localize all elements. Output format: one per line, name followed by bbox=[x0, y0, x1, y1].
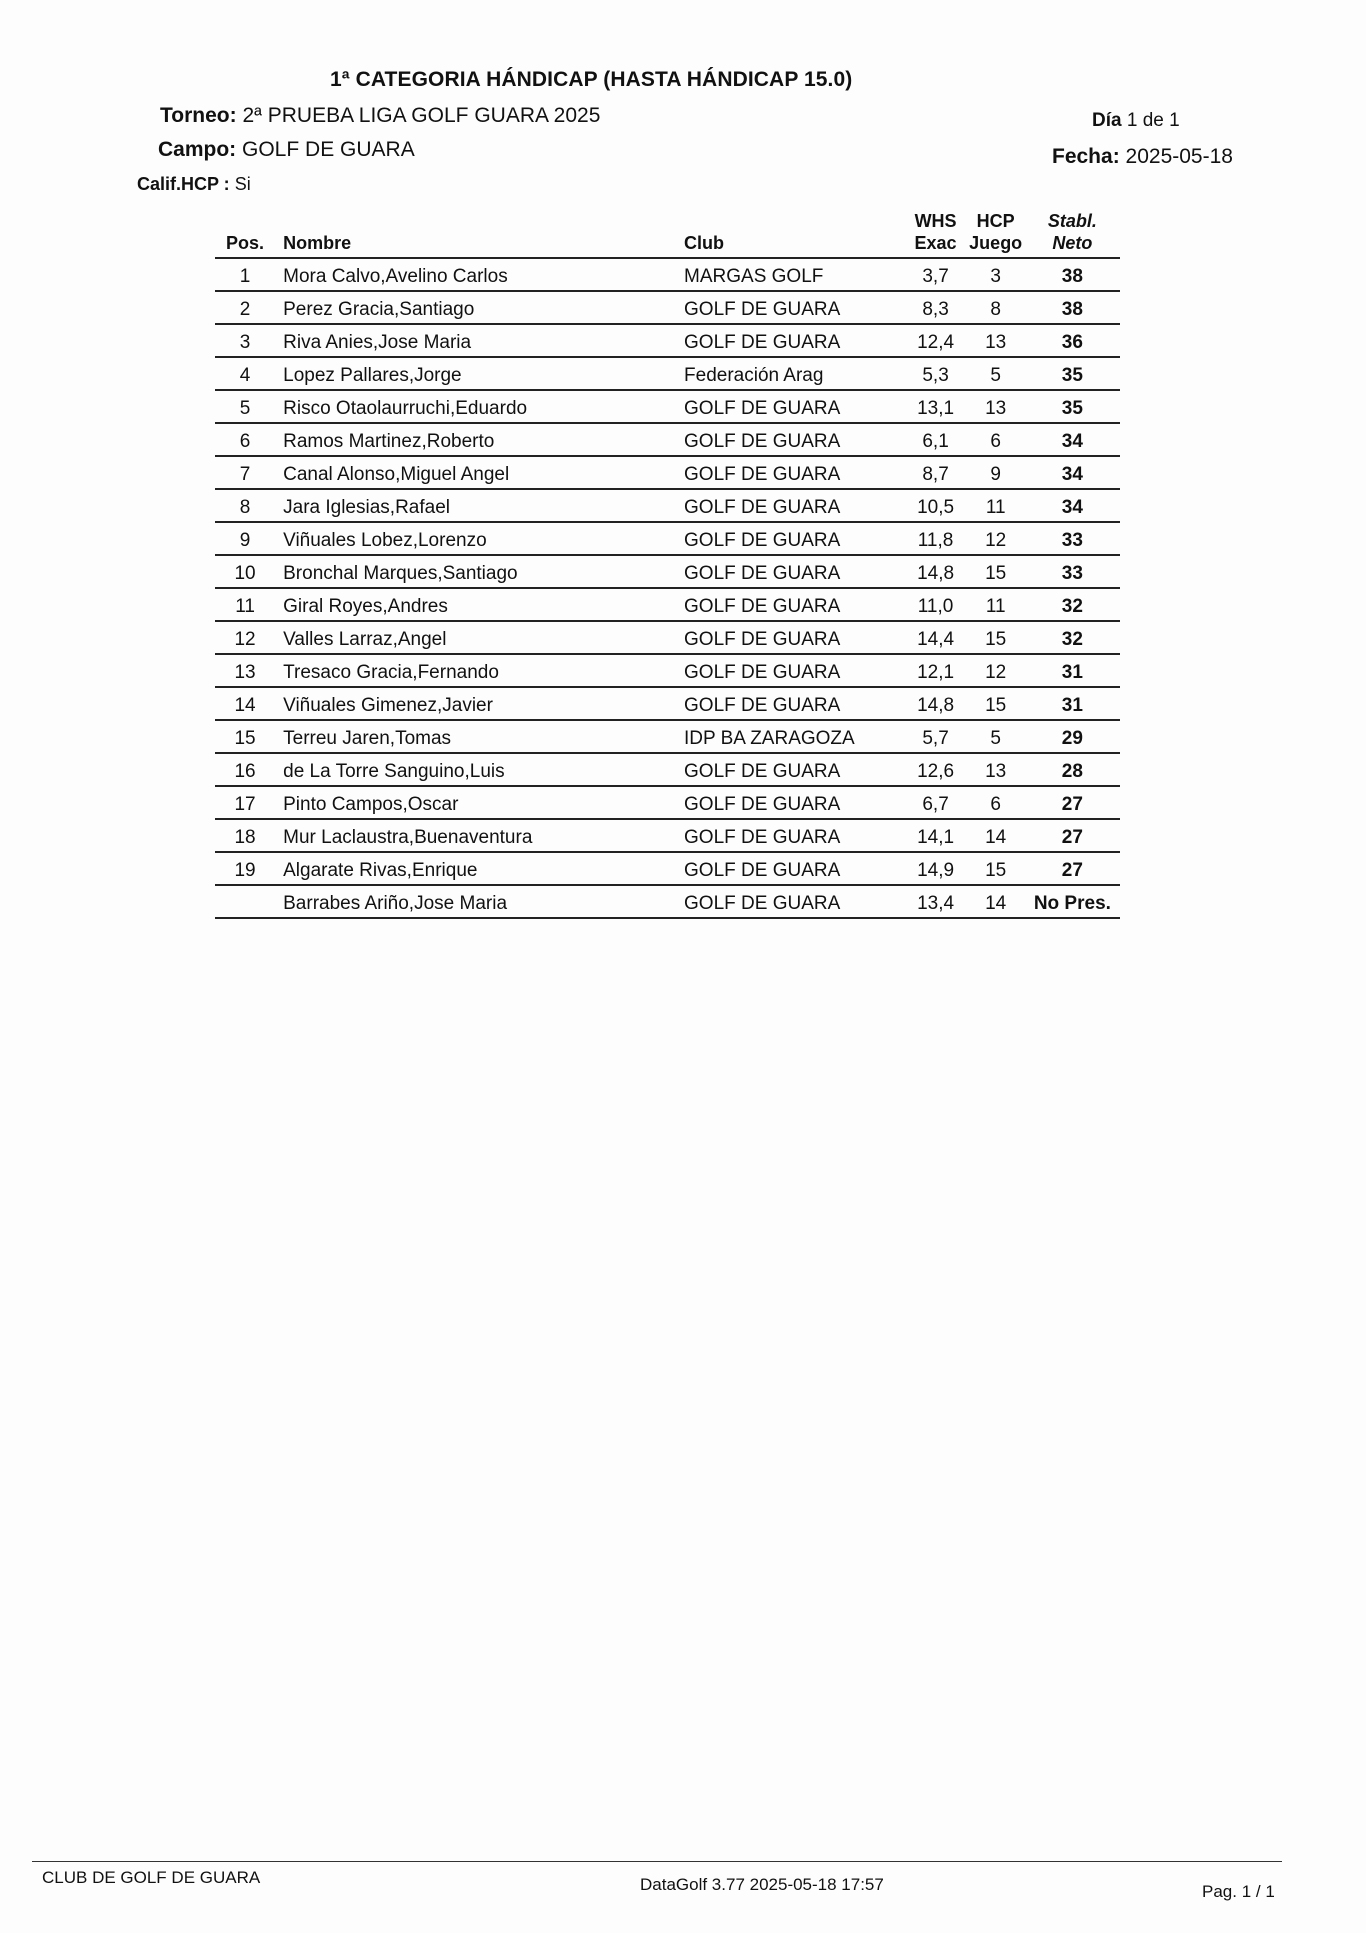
cell-whs: 13,1 bbox=[905, 390, 967, 423]
header-whs bbox=[905, 210, 967, 258]
header-hcp bbox=[967, 210, 1025, 258]
cell-neto: 27 bbox=[1025, 852, 1120, 885]
cell-nombre: Riva Anies,Jose Maria bbox=[275, 324, 684, 357]
cell-hcp: 5 bbox=[967, 357, 1025, 390]
cell-pos: 3 bbox=[215, 324, 275, 357]
cell-hcp: 6 bbox=[967, 786, 1025, 819]
table-row bbox=[215, 753, 1120, 786]
cell-neto: 33 bbox=[1025, 555, 1120, 588]
cell-nombre: Mur Laclaustra,Buenaventura bbox=[275, 819, 684, 852]
header-nombre: Nombre bbox=[275, 210, 684, 258]
cell-whs: 6,7 bbox=[905, 786, 967, 819]
cell-club: GOLF DE GUARA bbox=[684, 423, 904, 456]
cell-pos: 9 bbox=[215, 522, 275, 555]
cell-neto: 27 bbox=[1025, 819, 1120, 852]
results-table bbox=[215, 210, 1120, 919]
cell-hcp: 13 bbox=[967, 390, 1025, 423]
fecha-value: 2025-05-18 bbox=[1125, 145, 1233, 168]
table-row bbox=[215, 588, 1120, 621]
cell-pos: 8 bbox=[215, 489, 275, 522]
document-title: 1ª CATEGORIA HÁNDICAP (HASTA HÁNDICAP 15.0) bbox=[330, 68, 853, 91]
dia-label: Día bbox=[1092, 110, 1122, 131]
cell-nombre: Mora Calvo,Avelino Carlos bbox=[275, 258, 684, 291]
cell-hcp: 15 bbox=[967, 852, 1025, 885]
cell-club: GOLF DE GUARA bbox=[684, 555, 904, 588]
cell-hcp: 15 bbox=[967, 555, 1025, 588]
cell-pos: 17 bbox=[215, 786, 275, 819]
header-neto-line2: Neto bbox=[1052, 233, 1093, 253]
cell-neto: 28 bbox=[1025, 753, 1120, 786]
cell-hcp: 11 bbox=[967, 588, 1025, 621]
header-hcp-line2: Juego bbox=[969, 233, 1023, 253]
cell-nombre: Jara Iglesias,Rafael bbox=[275, 489, 684, 522]
cell-nombre: Viñuales Gimenez,Javier bbox=[275, 687, 684, 720]
cell-whs: 14,8 bbox=[905, 687, 967, 720]
cell-nombre: Giral Royes,Andres bbox=[275, 588, 684, 621]
cell-neto: No Pres. bbox=[1025, 885, 1120, 918]
table-row bbox=[215, 324, 1120, 357]
calif-hcp-value: Si bbox=[234, 174, 251, 194]
dia-value: 1 de 1 bbox=[1126, 110, 1180, 131]
footer-club: CLUB DE GOLF DE GUARA bbox=[42, 1868, 261, 1887]
cell-pos: 6 bbox=[215, 423, 275, 456]
cell-neto: 35 bbox=[1025, 357, 1120, 390]
cell-club: GOLF DE GUARA bbox=[684, 390, 904, 423]
cell-nombre: de La Torre Sanguino,Luis bbox=[275, 753, 684, 786]
cell-pos: 13 bbox=[215, 654, 275, 687]
cell-pos: 15 bbox=[215, 720, 275, 753]
cell-hcp: 13 bbox=[967, 753, 1025, 786]
torneo-line bbox=[160, 104, 600, 128]
cell-nombre: Ramos Martinez,Roberto bbox=[275, 423, 684, 456]
cell-nombre: Valles Larraz,Angel bbox=[275, 621, 684, 654]
header-neto bbox=[1025, 210, 1120, 258]
cell-hcp: 5 bbox=[967, 720, 1025, 753]
cell-club: GOLF DE GUARA bbox=[684, 291, 904, 324]
campo-value: GOLF DE GUARA bbox=[242, 138, 415, 161]
footer-divider bbox=[32, 1861, 1282, 1862]
table-row bbox=[215, 390, 1120, 423]
cell-whs: 14,1 bbox=[905, 819, 967, 852]
cell-hcp: 12 bbox=[967, 522, 1025, 555]
header-neto-line1: Stabl. bbox=[1047, 211, 1097, 231]
torneo-value: 2ª PRUEBA LIGA GOLF GUARA 2025 bbox=[242, 104, 601, 127]
cell-whs: 12,6 bbox=[905, 753, 967, 786]
cell-nombre: Viñuales Lobez,Lorenzo bbox=[275, 522, 684, 555]
cell-nombre: Algarate Rivas,Enrique bbox=[275, 852, 684, 885]
cell-hcp: 3 bbox=[967, 258, 1025, 291]
cell-club: GOLF DE GUARA bbox=[684, 588, 904, 621]
table-row bbox=[215, 885, 1120, 918]
cell-hcp: 9 bbox=[967, 456, 1025, 489]
table-row bbox=[215, 456, 1120, 489]
table-row bbox=[215, 687, 1120, 720]
cell-club: GOLF DE GUARA bbox=[684, 621, 904, 654]
cell-neto: 29 bbox=[1025, 720, 1120, 753]
table-row bbox=[215, 654, 1120, 687]
table-row bbox=[215, 819, 1120, 852]
cell-pos: 12 bbox=[215, 621, 275, 654]
cell-neto: 36 bbox=[1025, 324, 1120, 357]
campo-label: Campo: bbox=[158, 138, 237, 161]
campo-line bbox=[158, 138, 415, 162]
cell-whs: 11,8 bbox=[905, 522, 967, 555]
cell-pos: 1 bbox=[215, 258, 275, 291]
cell-pos: 16 bbox=[215, 753, 275, 786]
dia-line bbox=[1092, 110, 1180, 132]
cell-club: Federación Arag bbox=[684, 357, 904, 390]
footer-page-number: Pag. 1 / 1 bbox=[1202, 1882, 1275, 1901]
cell-whs: 14,9 bbox=[905, 852, 967, 885]
cell-hcp: 14 bbox=[967, 819, 1025, 852]
cell-hcp: 13 bbox=[967, 324, 1025, 357]
cell-nombre: Canal Alonso,Miguel Angel bbox=[275, 456, 684, 489]
calif-hcp-line bbox=[137, 174, 251, 195]
cell-nombre: Lopez Pallares,Jorge bbox=[275, 357, 684, 390]
cell-whs: 5,7 bbox=[905, 720, 967, 753]
cell-hcp: 15 bbox=[967, 621, 1025, 654]
cell-nombre: Tresaco Gracia,Fernando bbox=[275, 654, 684, 687]
cell-neto: 38 bbox=[1025, 258, 1120, 291]
cell-nombre: Bronchal Marques,Santiago bbox=[275, 555, 684, 588]
cell-pos: 2 bbox=[215, 291, 275, 324]
table-row bbox=[215, 852, 1120, 885]
calif-hcp-label: Calif.HCP : bbox=[137, 174, 230, 194]
cell-pos: 14 bbox=[215, 687, 275, 720]
cell-neto: 38 bbox=[1025, 291, 1120, 324]
cell-whs: 5,3 bbox=[905, 357, 967, 390]
cell-nombre: Risco Otaolaurruchi,Eduardo bbox=[275, 390, 684, 423]
cell-whs: 8,7 bbox=[905, 456, 967, 489]
cell-neto: 31 bbox=[1025, 687, 1120, 720]
cell-whs: 6,1 bbox=[905, 423, 967, 456]
table-row bbox=[215, 786, 1120, 819]
header-club: Club bbox=[684, 210, 904, 258]
cell-club: GOLF DE GUARA bbox=[684, 885, 904, 918]
table-header-row bbox=[215, 210, 1120, 258]
fecha-label: Fecha: bbox=[1052, 145, 1120, 168]
table-row bbox=[215, 621, 1120, 654]
table-row bbox=[215, 522, 1120, 555]
cell-club: GOLF DE GUARA bbox=[684, 654, 904, 687]
fecha-line bbox=[1052, 145, 1233, 169]
cell-club: GOLF DE GUARA bbox=[684, 687, 904, 720]
table-row bbox=[215, 555, 1120, 588]
cell-club: GOLF DE GUARA bbox=[684, 786, 904, 819]
header-hcp-line1: HCP bbox=[976, 211, 1015, 231]
cell-club: GOLF DE GUARA bbox=[684, 456, 904, 489]
cell-hcp: 15 bbox=[967, 687, 1025, 720]
cell-neto: 32 bbox=[1025, 621, 1120, 654]
cell-whs: 13,4 bbox=[905, 885, 967, 918]
cell-whs: 8,3 bbox=[905, 291, 967, 324]
cell-pos: 10 bbox=[215, 555, 275, 588]
table-row bbox=[215, 258, 1120, 291]
table-row bbox=[215, 423, 1120, 456]
header-whs-line1: WHS bbox=[914, 211, 957, 231]
cell-club: GOLF DE GUARA bbox=[684, 753, 904, 786]
cell-neto: 34 bbox=[1025, 423, 1120, 456]
cell-whs: 14,8 bbox=[905, 555, 967, 588]
cell-nombre: Barrabes Ariño,Jose Maria bbox=[275, 885, 684, 918]
cell-whs: 11,0 bbox=[905, 588, 967, 621]
cell-nombre: Perez Gracia,Santiago bbox=[275, 291, 684, 324]
cell-hcp: 8 bbox=[967, 291, 1025, 324]
cell-whs: 14,4 bbox=[905, 621, 967, 654]
cell-neto: 31 bbox=[1025, 654, 1120, 687]
cell-pos: 5 bbox=[215, 390, 275, 423]
cell-neto: 27 bbox=[1025, 786, 1120, 819]
cell-neto: 35 bbox=[1025, 390, 1120, 423]
cell-hcp: 11 bbox=[967, 489, 1025, 522]
cell-hcp: 6 bbox=[967, 423, 1025, 456]
cell-hcp: 12 bbox=[967, 654, 1025, 687]
table-row bbox=[215, 720, 1120, 753]
footer-app-info: DataGolf 3.77 2025-05-18 17:57 bbox=[640, 1875, 884, 1894]
cell-whs: 3,7 bbox=[905, 258, 967, 291]
cell-pos: 7 bbox=[215, 456, 275, 489]
cell-pos: 4 bbox=[215, 357, 275, 390]
header-whs-line2: Exac bbox=[914, 233, 957, 253]
results-body bbox=[215, 258, 1120, 918]
cell-neto: 32 bbox=[1025, 588, 1120, 621]
torneo-label: Torneo: bbox=[160, 104, 237, 127]
cell-club: GOLF DE GUARA bbox=[684, 852, 904, 885]
table-row bbox=[215, 291, 1120, 324]
cell-club: GOLF DE GUARA bbox=[684, 324, 904, 357]
cell-neto: 33 bbox=[1025, 522, 1120, 555]
header-pos: Pos. bbox=[215, 210, 275, 258]
cell-pos: 18 bbox=[215, 819, 275, 852]
cell-neto: 34 bbox=[1025, 489, 1120, 522]
cell-pos bbox=[215, 885, 275, 918]
cell-whs: 12,1 bbox=[905, 654, 967, 687]
cell-nombre: Terreu Jaren,Tomas bbox=[275, 720, 684, 753]
table-row bbox=[215, 489, 1120, 522]
cell-whs: 12,4 bbox=[905, 324, 967, 357]
cell-hcp: 14 bbox=[967, 885, 1025, 918]
cell-whs: 10,5 bbox=[905, 489, 967, 522]
cell-club: GOLF DE GUARA bbox=[684, 522, 904, 555]
cell-neto: 34 bbox=[1025, 456, 1120, 489]
cell-club: GOLF DE GUARA bbox=[684, 489, 904, 522]
cell-club: IDP BA ZARAGOZA bbox=[684, 720, 904, 753]
cell-club: MARGAS GOLF bbox=[684, 258, 904, 291]
cell-pos: 11 bbox=[215, 588, 275, 621]
cell-nombre: Pinto Campos,Oscar bbox=[275, 786, 684, 819]
cell-pos: 19 bbox=[215, 852, 275, 885]
table-row bbox=[215, 357, 1120, 390]
cell-club: GOLF DE GUARA bbox=[684, 819, 904, 852]
